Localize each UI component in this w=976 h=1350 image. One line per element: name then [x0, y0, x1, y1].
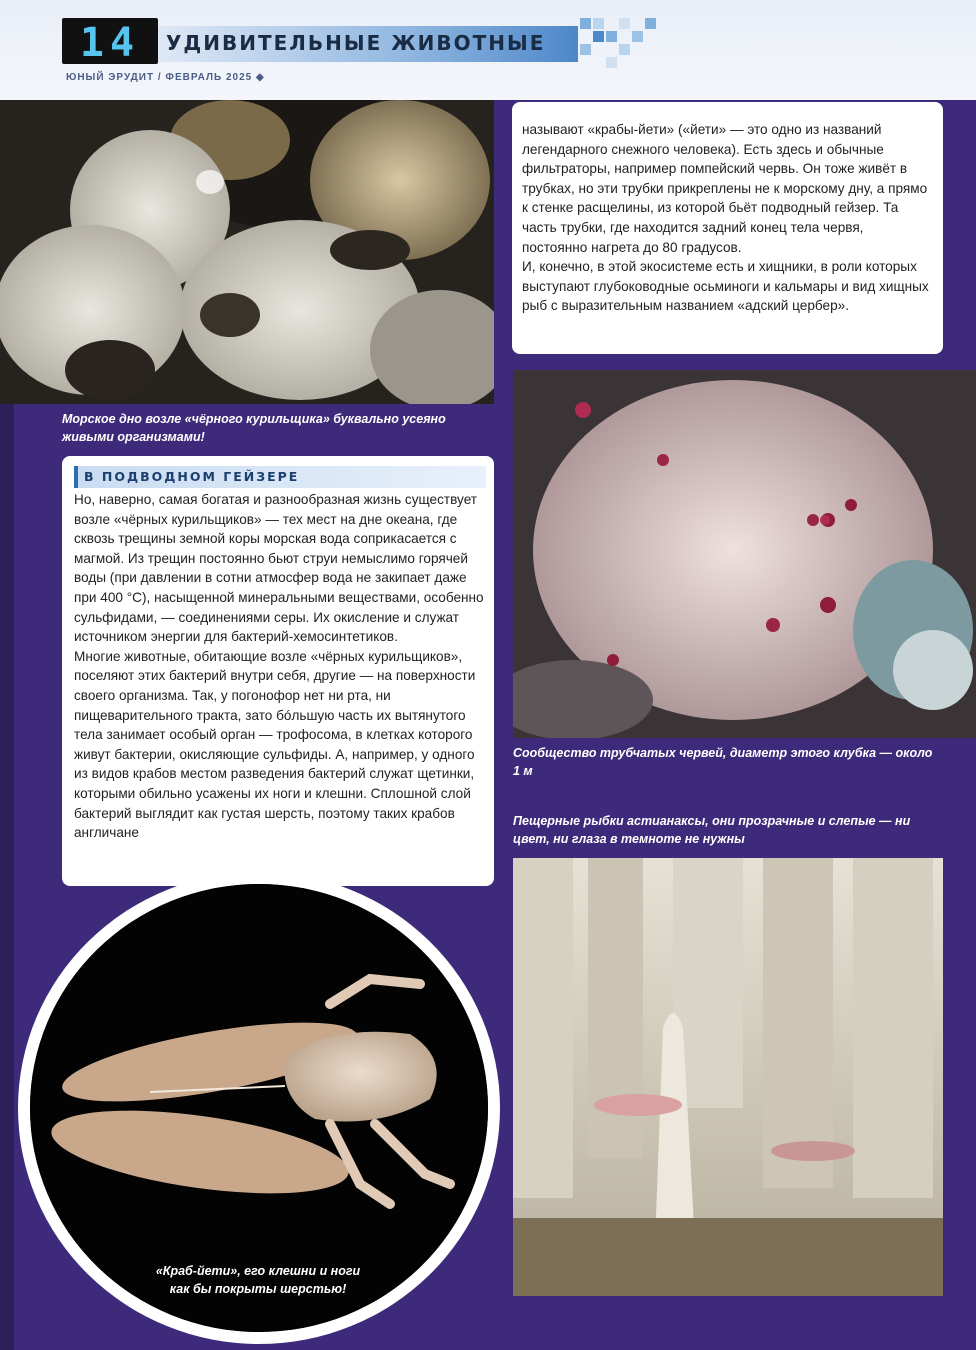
tubeworm-caption: Сообщество трубчатых червей, диаметр этого клубка — около 1 м: [513, 746, 933, 778]
seafloor-photo: [0, 100, 494, 404]
page-number-box: [62, 18, 158, 64]
tubeworm-photo: [513, 370, 976, 738]
section-heading: [74, 466, 486, 488]
main-article-text: Но, наверно, самая богатая и разнообразная жизнь существует возле «чёрных курильщиков» — тех мест на дне океана, где сквозь трещины земной коры морская вода соприкасается с магмой. Из трещин постоянно бьют струи немыслимо горячей воды (при давлении в сотни атмосфер вода не закипает даже при 400 °С), насыщенной минеральными веществами, особенно сульфидами, — соединениями серы. Их окисление и служат источником энергии для бактерий-хемосинтетиков. Многие животные, обитающие возле «чёрных курильщиков», поселяют этих бактерий внутри себя, другие — на поверхности своего организма. Так, у погонофор нет ни рта, ни пищеварительного тракта, зато бóльшую часть их вытянутого тела занимает особый орган — трофосома, в клетках которого живут бактерии, окисляющие сульфиды. А, например, у одного из видов крабов местом разведения бактерий служат щетинки, которыми обильно усажены их ноги и клешни. Сплошной слой бактерий выглядит как густая шерсть, поэтому таких крабов англичане: [74, 492, 484, 841]
right-text-panel: [512, 102, 943, 354]
page-header: [0, 0, 976, 100]
issue-line: ЮНЫЙ ЭРУДИТ / ФЕВРАЛЬ 2025 ◆: [66, 72, 265, 83]
section-title: В ПОДВОДНОМ ГЕЙЗЕРЕ: [84, 469, 300, 484]
yeti-crab-caption: «Краб-йети», его клешни и ноги как бы покрыты шерстью!: [155, 1264, 361, 1296]
cavefish-caption: Пещерные рыбки астианаксы, они прозрачные и слепые — ни цвет, ни глаза в темноте не нужны: [513, 814, 911, 846]
right-column-text: называют «крабы-йети» («йети» — это одно из названий легендарного снежного человека). Есть здесь и обычные фильтраторы, например помпейский червь. Он тоже живёт в трубках, но эти трубки прикреплены не к морскому дну, а прямо к стенке расщелины, из которой бьёт подводный гейзер. Та часть трубки, где находится задний конец тела червя, постоянно нагрета до 80 градусов. И, конечно, в этой экосистеме есть и хищники, в роли которых выступают глубоководные осьминоги и кальмары и вид хищных рыб с выразительным названием «адский цербер».: [522, 122, 929, 314]
rubric-band: [158, 26, 578, 62]
rubric-title: УДИВИТЕЛЬНЫЕ ЖИВОТНЫЕ: [166, 31, 546, 55]
seafloor-caption: Морское дно возле «чёрного курильщика» буквально усеяно живыми организмами!: [62, 412, 446, 444]
cavefish-photo: [513, 858, 943, 1296]
main-article-panel: [62, 456, 494, 886]
page-number: 14: [79, 20, 141, 66]
